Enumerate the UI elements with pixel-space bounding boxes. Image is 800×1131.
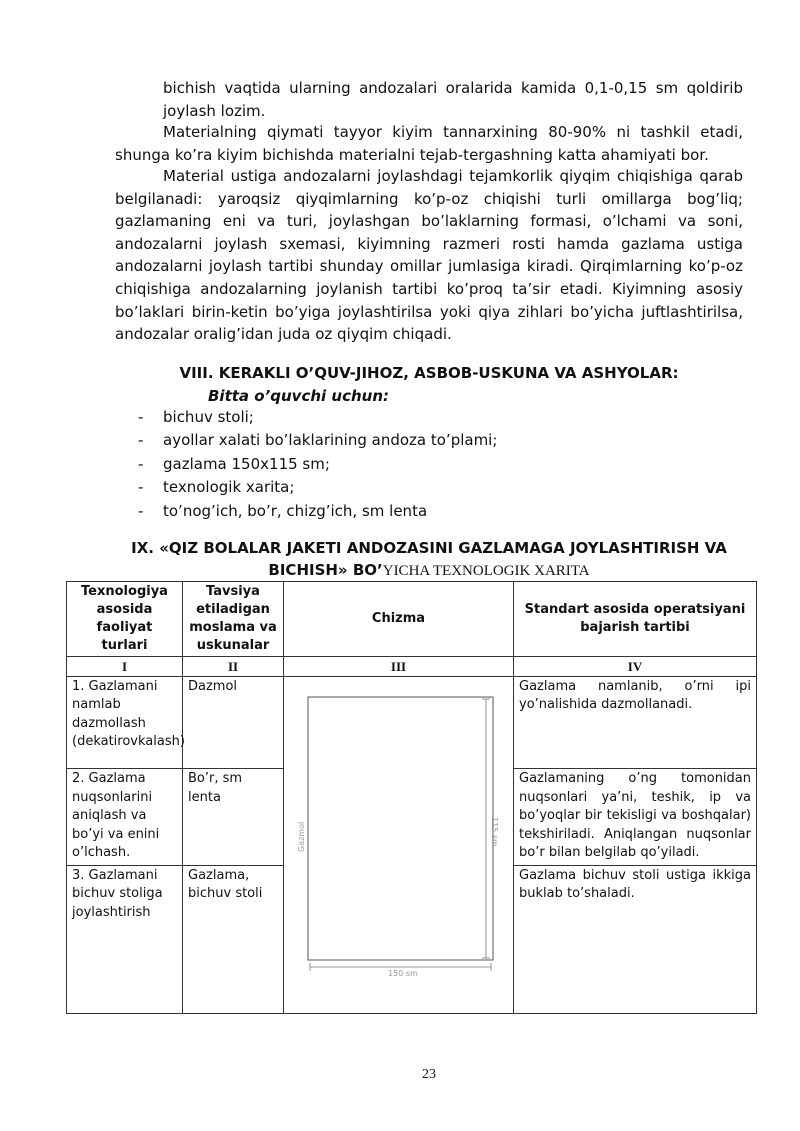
table-row: [67, 677, 757, 769]
header-tools: Tavsiya etiladigan moslama va uskunalar: [183, 582, 284, 657]
procedure-cell: Gazlamaning o’ng tomonidan nuqsonlari ya’ni, teshik, ip va bo’yoqlar bir tekisligi va boshqalar) tekshiriladi. Aniqlangan nuqsonlar bo’r bilan belgilab qo’yiladi.: [514, 769, 757, 866]
list-dash: -: [138, 408, 144, 426]
list-dash: -: [138, 454, 144, 473]
roman-4: IV: [514, 657, 757, 677]
header-procedure: Standart asosida operatsiyani bajarish tartibi: [514, 582, 757, 657]
list-dash: -: [138, 478, 144, 497]
list-dash: -: [138, 501, 144, 520]
tools-cell: Bo’r, sm lenta: [183, 769, 284, 866]
roman-2: II: [183, 657, 284, 677]
list-item-text: bichuv stoli;: [163, 408, 254, 426]
activity-cell: 3. Gazlamani bichuv stoliga joylashtirish: [67, 866, 183, 1014]
width-dimension-label: 150 sm: [388, 969, 418, 978]
list-item-text: ayollar xalati bo’laklarining andoza to’plami;: [163, 431, 498, 450]
list-dash: -: [138, 431, 144, 450]
roman-3: III: [284, 657, 514, 677]
roman-1: I: [67, 657, 183, 677]
tools-cell: Dazmol: [183, 677, 284, 769]
fabric-outline: [308, 697, 493, 960]
side-label: Gazmol: [297, 821, 306, 852]
section-9-title-bold: BICHISH» BO’: [268, 561, 383, 579]
activity-cell: 2. Gazlama nuqsonlarini aniqlash va bo’yi va enini o’lchash.: [67, 769, 183, 866]
table-roman-row: [67, 657, 757, 677]
section-9-title-line1: IX. «QIZ BOLALAR JAKETI ANDOZASINI GAZLAMAGA JOYLASHTIRISH VA: [131, 539, 727, 557]
drawing-cell: [284, 677, 514, 1014]
list-item-text: to’nog’ich, bo’r, chizg’ich, sm lenta: [163, 501, 428, 520]
paragraph-2: Materialning qiymati tayyor kiyim tannarxining 80-90% ni tashkil etadi, shunga ko’ra kiyim bichishda materialni tejab-tergashning katta ahamiyati bor.: [115, 123, 743, 164]
list-item-text: texnologik xarita;: [163, 478, 295, 497]
list-item-text: gazlama 150x115 sm;: [163, 454, 330, 473]
paragraph-3: Material ustiga andozalarni joylashdagi tejamkorlik qiyqim chiqishiga qarab belgilanadi: yaroqsiz qiyqimlarning ko’p-oz chiqishi turli omillarga bog’liq; gazlamaning eni va turi, joylashgan bo’laklarning formasi, o’lchami va soni, andozalarni joylash sxemasi, kiyimning razmeri rosti hamda gazlama ustiga andozalarni joylash tartibi shunday omillar jumlasiga kiradi. Qirqimlarning ko’p-oz chiqishiga andozalarning joylanish tartibi ko’proq ta’sir etadi. Kiyimning asosiy bo’laklari birin-ketin bo’yiga joylashtirilsa yoki qiya zihlari bo’yicha juftlashtirilsa, andozalar oralig’idan juda oz qiyqim chiqadi.: [115, 167, 743, 344]
list-item: [138, 429, 497, 452]
header-drawing: Chizma: [284, 582, 514, 657]
tools-cell: Gazlama, bichuv stoli: [183, 866, 284, 1014]
section-9-title-rest: YICHA TEXNOLOGIK XARITA: [382, 563, 590, 579]
section-8-title: VIII. KERAKLI O’QUV-JIHOZ, ASBOB-USKUNA VA ASHYOLAR:: [179, 364, 679, 382]
equipment-list: [138, 406, 497, 523]
list-item: [138, 476, 497, 499]
page-number: 23: [422, 1067, 436, 1082]
activity-cell: 1. Gazlamani namlab dazmollash (dekatirovkalash): [67, 677, 183, 769]
list-item: [138, 453, 497, 476]
header-activities: Texnologiya asosida faoliyat turlari: [67, 582, 183, 657]
technology-map-table: [66, 581, 757, 1014]
paragraph-1: bichish vaqtida ularning andozalari oralarida kamida 0,1-0,15 sm qoldirib joylash lozim.: [163, 79, 743, 120]
list-item: [138, 500, 497, 523]
height-dimension-label: 115 sm: [490, 817, 499, 847]
list-item: [138, 406, 497, 429]
fabric-layout-drawing: [284, 677, 514, 1007]
procedure-cell: Gazlama namlanib, o’rni ipi yo’nalishida dazmollanadi.: [514, 677, 757, 769]
section-8-subtitle: Bitta o’quvchi uchun:: [208, 387, 389, 405]
procedure-cell: Gazlama bichuv stoli ustiga ikkiga buklab to’shaladi.: [514, 866, 757, 1014]
table-header-row: [67, 582, 757, 657]
section-9-title-line2: [0, 559, 800, 582]
